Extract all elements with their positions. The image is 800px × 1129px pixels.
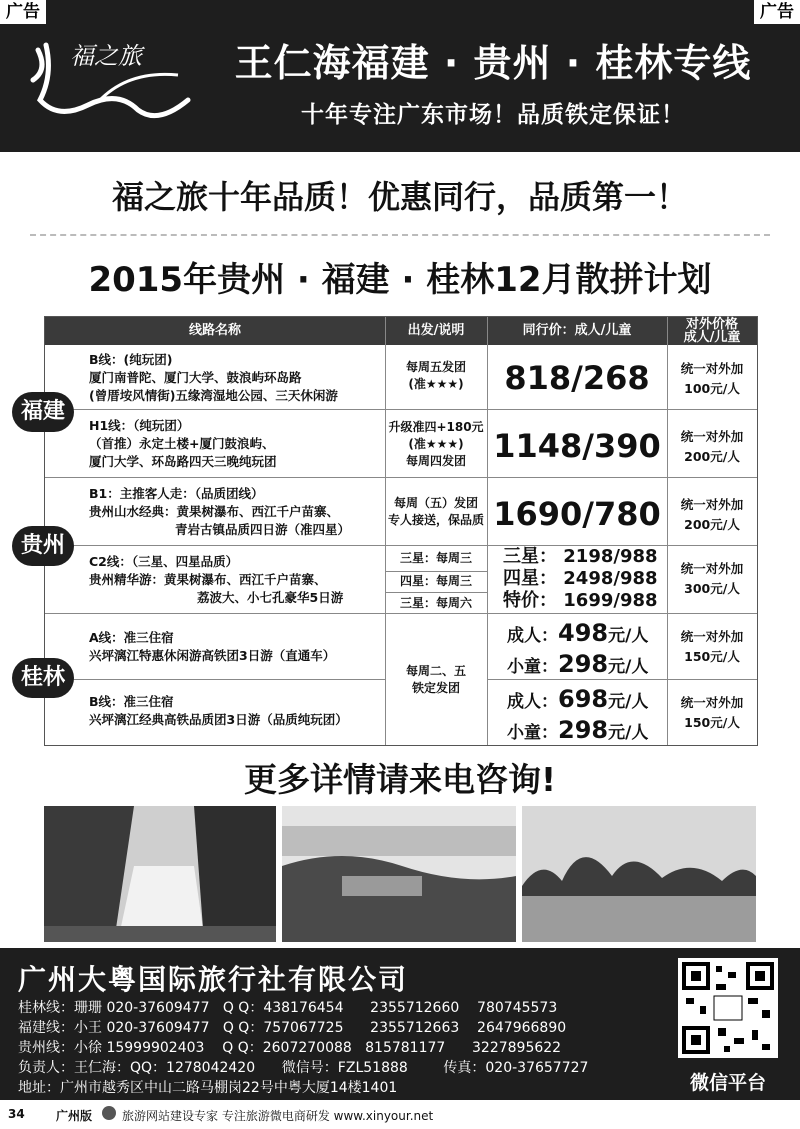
header-route-name: 线路名称 bbox=[188, 323, 241, 338]
adult-child-price: 成人：698元/人 小童：298元/人 bbox=[507, 685, 649, 744]
region-badge-guilin: 桂林 bbox=[12, 658, 74, 698]
page-footer-strip bbox=[0, 1100, 800, 1129]
trade-price: 818/268 bbox=[504, 359, 650, 397]
external-price: 统一对外加 200元/人 bbox=[680, 497, 744, 532]
adult-child-price: 成人：498元/人 小童：298元/人 bbox=[507, 619, 649, 678]
page-number: 34 bbox=[8, 1107, 25, 1121]
ad-label-left: 广告 bbox=[0, 0, 46, 24]
header-subtitle: 十年专注广东市场！品质铁定保证！ bbox=[301, 102, 685, 128]
external-price: 统一对外加 150元/人 bbox=[680, 695, 744, 730]
contact-line-fujian: 福建线：小王 020-37609477 Q Q：757067725 2355712663 2647966890 bbox=[18, 1020, 567, 1036]
contact-line-manager: 负责人：王仁海：QQ：1278042420 微信号：FZL51888 传真：020-37657727 bbox=[18, 1060, 589, 1076]
qr-code-icon bbox=[678, 958, 778, 1058]
coastal-island-photo bbox=[282, 806, 516, 942]
company-name: 广州大粤国际旅行社有限公司 bbox=[18, 963, 409, 996]
row-line bbox=[385, 592, 487, 593]
departure-cell: 四星：每周三 bbox=[399, 574, 472, 588]
external-price: 统一对外加 100元/人 bbox=[680, 361, 744, 396]
external-price: 统一对外加 150元/人 bbox=[680, 629, 744, 664]
header-departure: 出发/说明 bbox=[407, 323, 465, 338]
publisher-logo-icon bbox=[102, 1106, 116, 1120]
table-row: B线：(纯玩团) 厦门南普陀、厦门大学、鼓浪屿环岛路 (曾厝垵风情街)五缘湾湿地公园、三天休闲游 bbox=[89, 352, 338, 403]
more-info-headline: 更多详情请来电咨询! bbox=[243, 760, 557, 799]
row-line bbox=[45, 409, 757, 410]
row-line bbox=[45, 679, 385, 680]
table-row: C2线：（三星、四星品质） 贵州精华游：黄果树瀑布、西江千户苗寨、 荔波大、小七孔豪华5日游 bbox=[89, 554, 344, 605]
departure-cell: 升级准四+180元 (准★★★) 每周四发团 bbox=[388, 420, 484, 468]
itinerary-table bbox=[44, 316, 758, 746]
table-row: B1：主推客人走：（品质团线） 贵州山水经典：黄果树瀑布、西江千户苗寨、 青岩古镇品质四日游（准四星） bbox=[89, 486, 351, 537]
departure-cell: 三星：每周三 bbox=[399, 551, 472, 565]
region-badge-guizhou: 贵州 bbox=[12, 526, 74, 566]
table-row: H1线：（纯玩团） （首推）永定土楼+厦门鼓浪屿、 厦门大学、环岛路四天三晚纯玩团 bbox=[89, 418, 277, 469]
departure-cell: 每周五发团 (准★★★) bbox=[405, 360, 466, 391]
header-trade-price: 同行价：成人/儿童 bbox=[522, 323, 632, 338]
edition-label: 广州版 bbox=[56, 1109, 93, 1123]
table-row: B线：准三住宿 兴坪漓江经典高铁品质团3日游（品质纯玩团） bbox=[89, 694, 348, 727]
header-title: 王仁海福建 · 贵州 · 桂林专线 bbox=[234, 41, 752, 85]
departure-cell: 每周（五）发团 专人接送，保品质 bbox=[387, 496, 484, 527]
row-line bbox=[45, 613, 757, 614]
plan-title: 2015年贵州 · 福建 · 桂林12月散拼计划 bbox=[88, 260, 712, 300]
contact-line-address: 地址：广州市越秀区中山二路马棚岗22号中粤大厦14楼1401 bbox=[18, 1080, 398, 1096]
divider bbox=[30, 234, 770, 236]
contact-line-guizhou: 贵州线：小徐 15999902403 Q Q：2607270088 815781177 3227895622 bbox=[18, 1040, 562, 1056]
header-external-price: 对外价格 成人/儿童 bbox=[683, 317, 741, 345]
row-line bbox=[45, 477, 757, 478]
table-row: A线：准三住宿 兴坪漓江特惠休闲游高铁团3日游（直通车） bbox=[89, 630, 336, 663]
departure-cell: 每周二、五 铁定发团 bbox=[405, 664, 466, 695]
contact-line-guilin: 桂林线：珊珊 020-37609477 Q Q：438176454 2355712660 780745573 bbox=[18, 1000, 558, 1016]
departure-cell: 三星：每周六 bbox=[399, 596, 472, 610]
trade-price: 1690/780 bbox=[493, 495, 661, 533]
ad-label-right: 广告 bbox=[754, 0, 800, 24]
row-line bbox=[385, 571, 487, 572]
wechat-platform-label: 微信平台 bbox=[689, 1072, 766, 1094]
publisher-tagline: 旅游网站建设专家 专注旅游微电商研发 www.xinyour.net bbox=[122, 1109, 434, 1123]
promo-slogan: 福之旅十年品质！优惠同行，品质第一！ bbox=[111, 178, 688, 216]
karst-river-photo bbox=[522, 806, 756, 942]
tier-price-list: 三星： 2198/988 四星： 2498/988 特价： 1699/988 bbox=[503, 546, 658, 611]
region-badge-fujian: 福建 bbox=[12, 392, 74, 432]
external-price: 统一对外加 300元/人 bbox=[680, 561, 744, 596]
external-price: 统一对外加 200元/人 bbox=[680, 429, 744, 464]
logo-text: 福之旅 bbox=[70, 42, 142, 70]
waterfall-photo bbox=[44, 806, 276, 942]
trade-price: 1148/390 bbox=[493, 427, 661, 465]
